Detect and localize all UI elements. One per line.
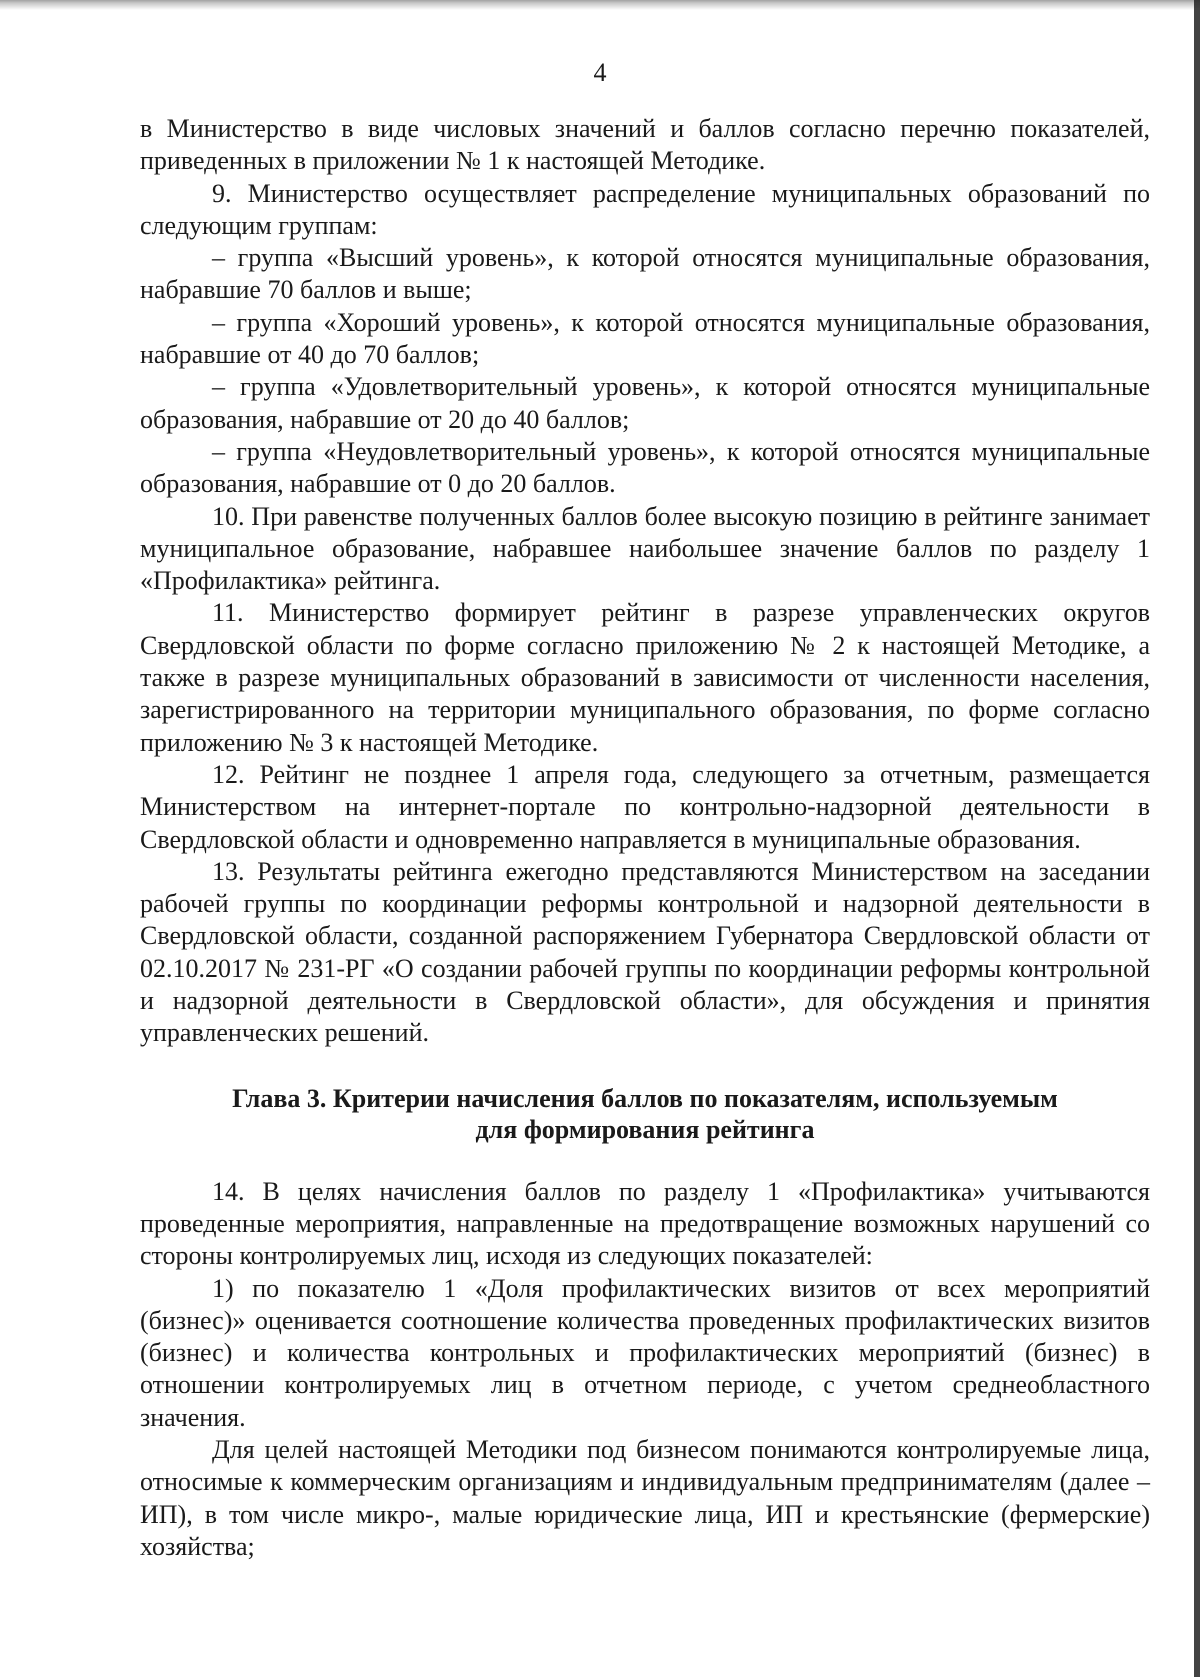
paragraph-continuation: в Министерство в виде числовых значений и баллов согласно перечню показателей, приведенных в приложении № 1 к настоящей Методике. xyxy=(140,114,1150,176)
paragraph-business-definition: Для целей настоящей Методики под бизнесом понимаются контролируемые лица, относимые к коммерческим организациям и индивидуальным предпринимателям (далее – ИП), в том числе микро-, малые юридические лица, ИП и крестьянские (фермерские) хозяйства; xyxy=(140,1434,1150,1561)
paragraph-13: 13. Результаты рейтинга ежегодно представляются Министерством на заседании рабочей группы по координации реформы контрольной и надзорной деятельности в Свердловской области, созданной распоряжением Губернатора Свердловской области от 02.10.2017 № 231-РГ «О создании рабочей группы по координации реформы контрольной и надзорной деятельности в Свердловской области», для обсуждения и принятия управленческих решений. xyxy=(140,856,1150,1048)
list-item-group-highest: – группа «Высший уровень», к которой относятся муниципальные образования, набравшие 70 баллов и выше; xyxy=(140,243,1150,305)
paragraph-11: 11. Министерство формирует рейтинг в разрезе управленческих округов Свердловской области по форме согласно приложению № 2 к настоящей Методике, а также в разрезе муниципальных образований в зависимости от численности населения, зарегистрированного на территории муниципального образования, по форме согласно приложению № 3 к настоящей Методике. xyxy=(140,598,1150,757)
paragraph-12: 12. Рейтинг не позднее 1 апреля года, следующего за отчетным, размещается Министерством на интернет-портале по контрольно-надзорной деятельности в Свердловской области и одновременно направляется в муниципальные образования. xyxy=(140,759,1150,854)
scan-edge-top xyxy=(0,0,1200,10)
list-item-group-unsatisfactory: – группа «Неудовлетворительный уровень», к которой относятся муниципальные образования, набравшие от 0 до 20 баллов. xyxy=(140,436,1150,499)
paragraph-14: 14. В целях начисления баллов по разделу 1 «Профилактика» учитываются проведенные мероприятия, направленные на предотвращение возможных нарушений со стороны контролируемых лиц, исходя из следующих показателей: xyxy=(140,1176,1150,1271)
list-item-group-satisfactory: – группа «Удовлетворительный уровень», к которой относятся муниципальные образования, набравшие от 20 до 40 баллов; xyxy=(140,372,1150,434)
list-item-indicator-1: 1) по показателю 1 «Доля профилактических визитов от всех мероприятий (бизнес)» оценивается соотношение количества проведенных профилактических визитов (бизнес) и количества контрольных и профилактических мероприятий (бизнес) в отношении контролируемых лиц в отчетном периоде, с учетом среднеобластного значения. xyxy=(140,1273,1150,1432)
document-body xyxy=(140,113,1150,1563)
page-number: 4 xyxy=(593,58,607,87)
paragraph-9: 9. Министерство осуществляет распределение муниципальных образований по следующим группам: xyxy=(140,178,1150,240)
chapter-heading-line-1: Глава 3. Критерии начисления баллов по показателям, используемым xyxy=(232,1083,1058,1113)
paragraph-10: 10. При равенстве полученных баллов более высокую позицию в рейтинге занимает муниципальное образование, набравшее наибольшее значение баллов по разделу 1 «Профилактика» рейтинга. xyxy=(140,501,1150,596)
chapter-heading-line-2: для формирования рейтинга xyxy=(475,1114,815,1144)
scan-edge-right xyxy=(1194,0,1200,1677)
list-item-group-good: – группа «Хороший уровень», к которой относятся муниципальные образования, набравшие от 40 до 70 баллов; xyxy=(140,307,1150,370)
chapter-3-heading xyxy=(140,1083,1150,1145)
